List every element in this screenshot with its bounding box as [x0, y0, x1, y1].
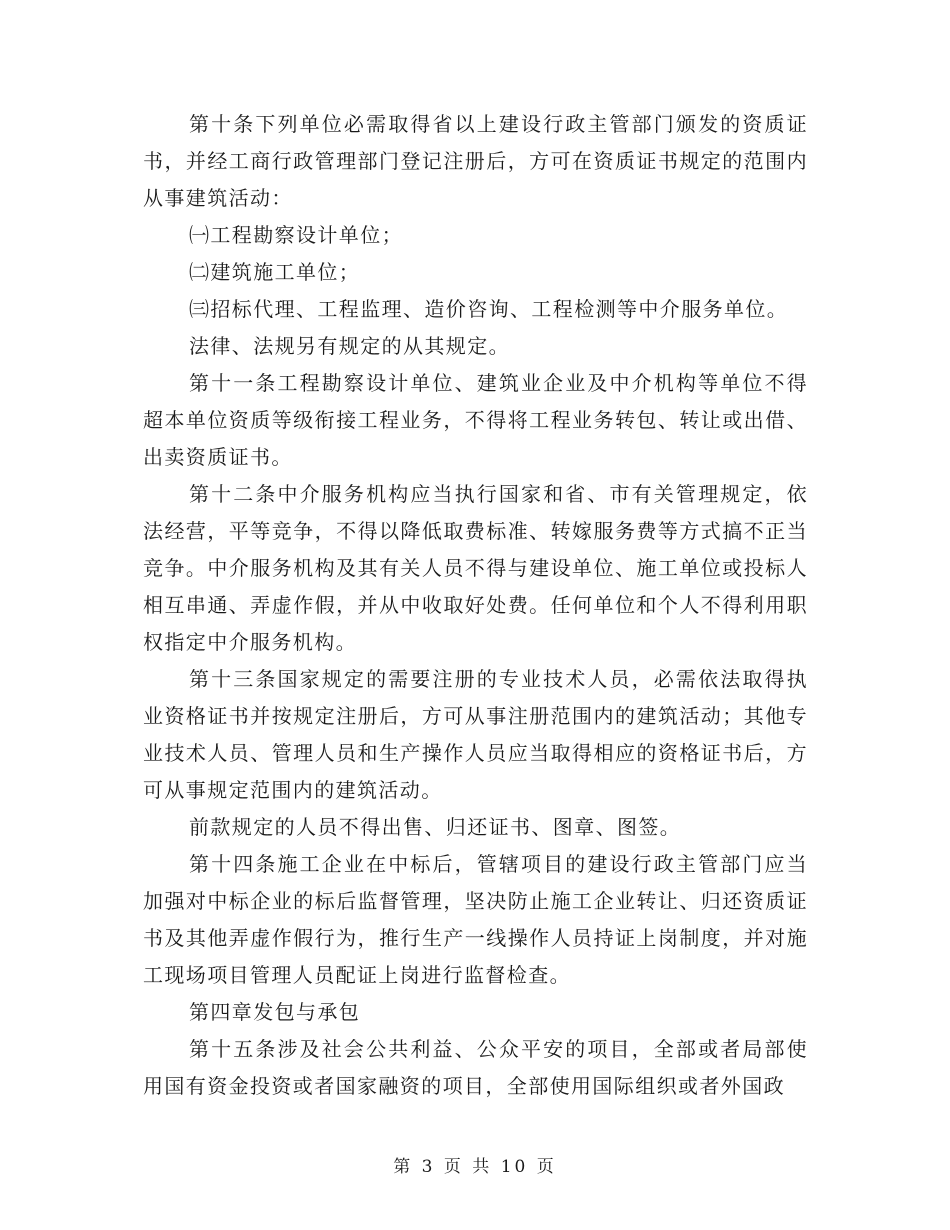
paragraph-article-11: 第十一条工程勘察设计单位、建筑业企业及中介机构等单位不得超本单位资质等级衔接工程业务，不得将工程业务转包、转让或出借、出卖资质证书。	[143, 371, 808, 469]
list-item-1: ㈠工程勘察设计单位；	[189, 223, 403, 247]
chapter-heading: 第四章发包与承包	[189, 1000, 361, 1024]
paragraph-article-12: 第十二条中介服务机构应当执行国家和省、市有关管理规定，依法经营，平等竞争，不得以降低取费标准、转嫁服务费等方式搞不正当竞争。中介服务机构及其有关人员不得与建设单位、施工单位或投标人相互串通、弄虚作假，并从中收取好处费。任何单位和个人不得利用职权指定中介服务机构。	[143, 482, 808, 654]
paragraph-note: 法律、法规另有规定的从其规定。	[189, 334, 510, 358]
page-number-footer: 第 3 页 共 10 页	[393, 1157, 557, 1177]
list-item-3: ㈢招标代理、工程监理、造价咨询、工程检测等中介服务单位。	[189, 297, 789, 321]
paragraph-note-2: 前款规定的人员不得出售、归还证书、图章、图签。	[189, 815, 682, 839]
document-body	[143, 106, 808, 1105]
paragraph-article-14: 第十四条施工企业在中标后，管辖项目的建设行政主管部门应当加强对中标企业的标后监督管理，坚决防止施工企业转让、归还资质证书及其他弄虚作假行为，推行生产一线操作人员持证上岗制度，并对施工现场项目管理人员配证上岗进行监督检查。	[143, 852, 808, 987]
paragraph-article-13: 第十三条国家规定的需要注册的专业技术人员，必需依法取得执业资格证书并按规定注册后，方可从事注册范围内的建筑活动；其他专业技术人员、管理人员和生产操作人员应当取得相应的资格证书后，方可从事规定范围内的建筑活动。	[143, 667, 808, 802]
list-item-2: ㈡建筑施工单位；	[189, 260, 361, 284]
paragraph-article-15: 第十五条涉及社会公共利益、公众平安的项目，全部或者局部使用国有资金投资或者国家融资的项目，全部使用国际组织或者外国政	[143, 1037, 808, 1098]
paragraph-article-10: 第十条下列单位必需取得省以上建设行政主管部门颁发的资质证书，并经工商行政管理部门登记注册后，方可在资质证书规定的范围内从事建筑活动：	[143, 112, 808, 210]
